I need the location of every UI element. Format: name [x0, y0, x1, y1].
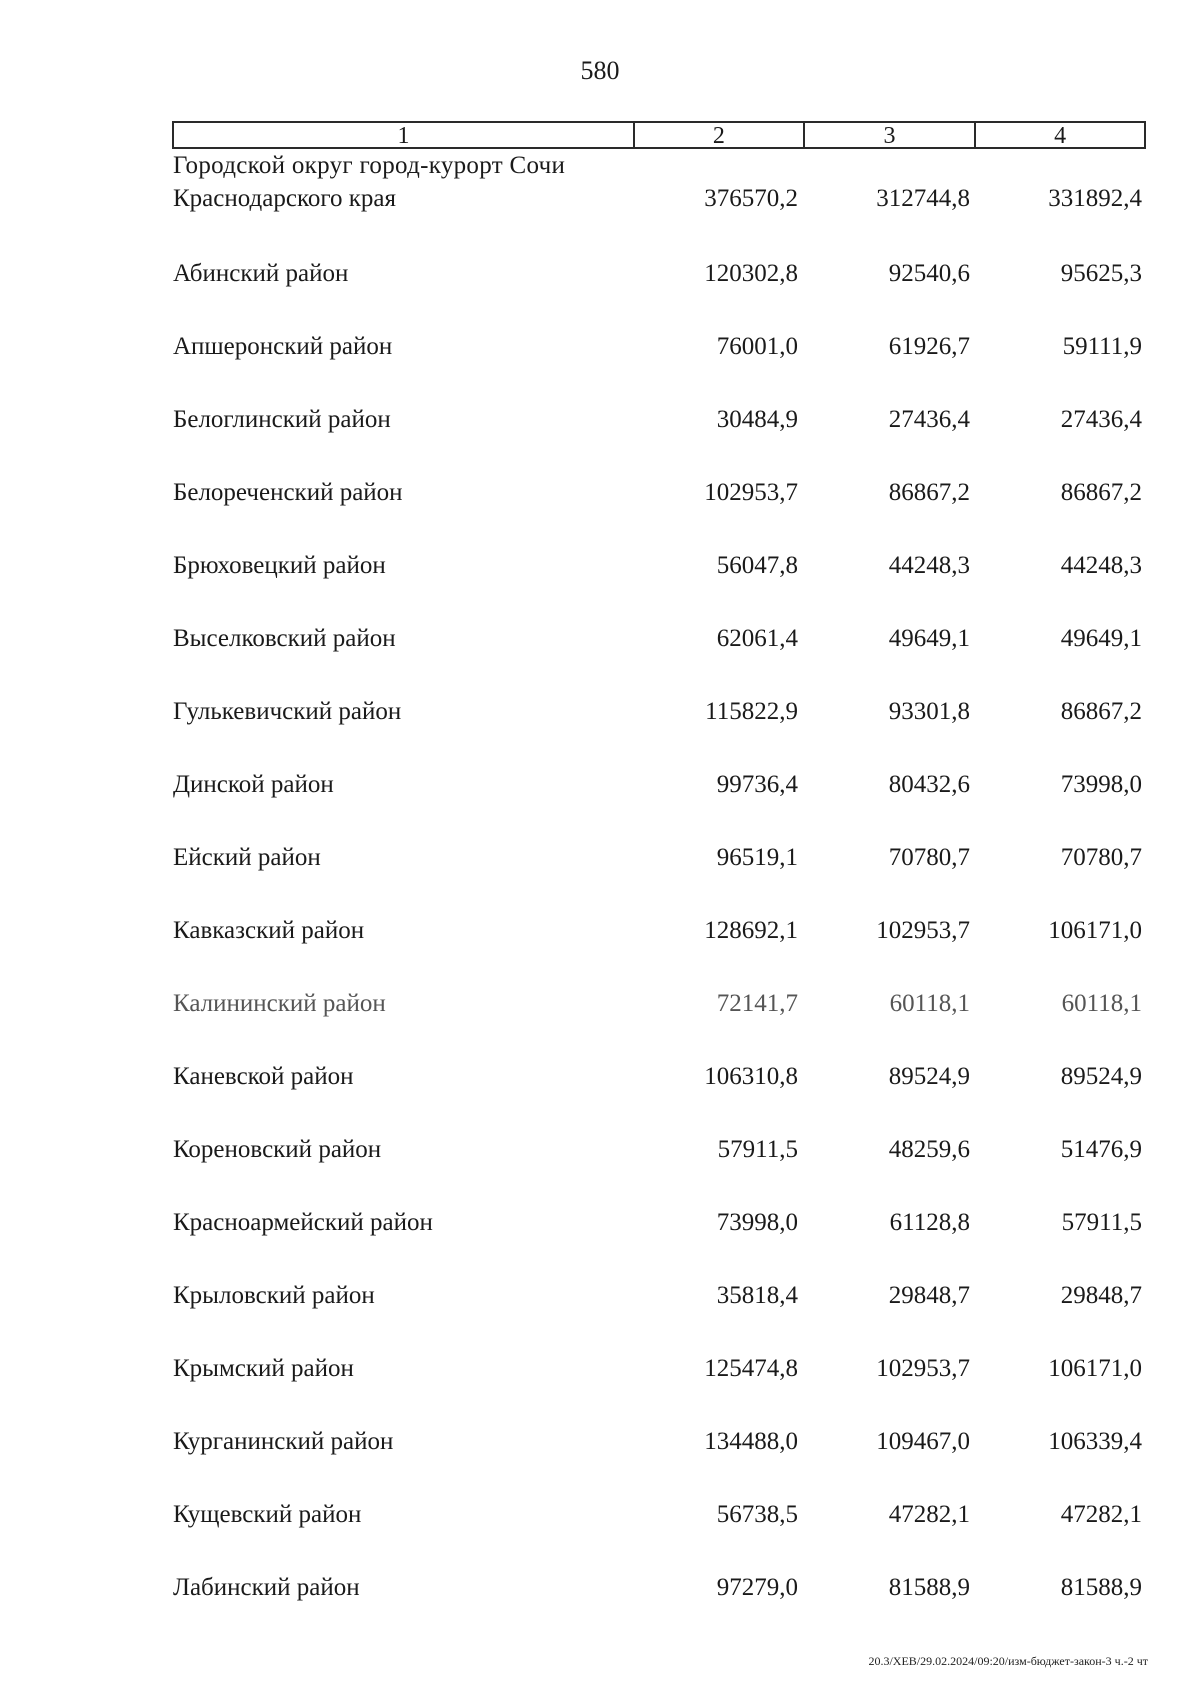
header-col-4: 4	[974, 123, 1144, 147]
row-value-col4: 44248,3	[1060, 552, 1142, 579]
row-name: Абинский район	[173, 260, 349, 287]
row-value-col2: 125474,8	[704, 1355, 798, 1382]
table-row	[172, 768, 1146, 804]
row-value-col2: 96519,1	[716, 844, 798, 871]
row-value-col3: 70780,7	[888, 844, 970, 871]
row-value-col2: 73998,0	[716, 1209, 798, 1236]
row-name: Краснодарского края	[173, 185, 396, 212]
table-row	[172, 987, 1146, 1023]
row-name: Калининский район	[173, 990, 386, 1017]
row-name: Гулькевичский район	[173, 698, 402, 725]
row-name: Крымский район	[173, 1355, 354, 1382]
table-row	[172, 1352, 1146, 1388]
row-value-col3: 80432,6	[888, 771, 970, 798]
row-value-col4: 57911,5	[1061, 1209, 1142, 1236]
row-name: Белореченский район	[173, 479, 403, 506]
table-row	[172, 1425, 1146, 1461]
page-number: 580	[580, 56, 620, 85]
row-name: Каневской район	[173, 1063, 354, 1090]
row-value-col4: 106171,0	[1048, 917, 1142, 944]
row-value-col2: 115822,9	[705, 698, 798, 725]
row-name-line1: Городской округ город-курорт Сочи	[173, 152, 566, 179]
row-value-col2: 97279,0	[716, 1574, 798, 1601]
row-value-col3: 89524,9	[888, 1063, 970, 1090]
row-value-col4: 27436,4	[1060, 406, 1142, 433]
table-row	[172, 622, 1146, 658]
row-value-col3: 81588,9	[888, 1574, 970, 1601]
row-value-col4: 47282,1	[1060, 1501, 1142, 1528]
row-value-col4: 29848,7	[1060, 1282, 1142, 1309]
row-name: Выселковский район	[173, 625, 396, 652]
row-value-col4: 95625,3	[1060, 260, 1142, 287]
row-value-col3: 29848,7	[888, 1282, 970, 1309]
row-value-col2: 72141,7	[716, 990, 798, 1017]
row-value-col3: 61128,8	[889, 1209, 970, 1236]
row-value-col3: 102953,7	[876, 917, 970, 944]
row-name: Кущевский район	[173, 1501, 362, 1528]
table-row	[172, 695, 1146, 731]
table-row	[172, 257, 1146, 293]
row-name: Белоглинский район	[173, 406, 391, 433]
row-name: Красноармейский район	[173, 1209, 433, 1236]
table-row	[172, 914, 1146, 950]
budget-table	[172, 121, 1146, 1601]
row-name: Крыловский район	[173, 1282, 375, 1309]
row-value-col2: 120302,8	[704, 260, 798, 287]
row-value-col2: 56738,5	[716, 1501, 798, 1528]
row-value-col2: 376570,2	[704, 185, 798, 212]
header-col-3: 3	[803, 123, 975, 147]
row-value-col2: 56047,8	[716, 552, 798, 579]
table-row	[172, 1060, 1146, 1096]
row-name: Динской район	[173, 771, 334, 798]
table-row	[172, 1206, 1146, 1242]
table-row	[172, 549, 1146, 585]
header-col-1: 1	[397, 123, 410, 149]
row-value-col3: 48259,6	[888, 1136, 970, 1163]
row-value-col3: 93301,8	[888, 698, 970, 725]
table-row	[172, 182, 1146, 218]
row-value-col2: 76001,0	[716, 333, 798, 360]
row-value-col4: 106171,0	[1048, 1355, 1142, 1382]
row-value-col2: 30484,9	[716, 406, 798, 433]
row-value-col4: 60118,1	[1061, 990, 1142, 1017]
footer-document-code: 20.3/ХЕВ/29.02.2024/09:20/изм-бюджет-закон-3 ч.-2 чт	[868, 1654, 1148, 1668]
row-value-col2: 106310,8	[704, 1063, 798, 1090]
row-value-col4: 59111,9	[1062, 333, 1142, 360]
table-row	[172, 1498, 1146, 1534]
row-value-col2: 134488,0	[704, 1428, 798, 1455]
row-value-col4: 49649,1	[1060, 625, 1142, 652]
row-name: Апшеронский район	[173, 333, 393, 360]
table-row	[172, 841, 1146, 877]
row-value-col2: 35818,4	[716, 1282, 798, 1309]
row-value-col2: 102953,7	[704, 479, 798, 506]
row-value-col3: 102953,7	[876, 1355, 970, 1382]
row-value-col2: 57911,5	[717, 1136, 798, 1163]
row-name: Курганинский район	[173, 1428, 394, 1455]
row-value-col3: 109467,0	[876, 1428, 970, 1455]
row-value-col4: 51476,9	[1060, 1136, 1142, 1163]
row-value-col4: 81588,9	[1060, 1574, 1142, 1601]
row-value-col3: 92540,6	[888, 260, 970, 287]
row-value-col2: 99736,4	[716, 771, 798, 798]
row-value-col3: 86867,2	[888, 479, 970, 506]
row-value-col3: 60118,1	[889, 990, 970, 1017]
table-row	[172, 330, 1146, 366]
row-value-col3: 44248,3	[888, 552, 970, 579]
row-name: Кореновский район	[173, 1136, 382, 1163]
row-name: Брюховецкий район	[173, 552, 386, 579]
row-value-col4: 86867,2	[1060, 479, 1142, 506]
row-value-col3: 27436,4	[888, 406, 970, 433]
header-col-2: 2	[633, 123, 803, 147]
table-row	[172, 1279, 1146, 1315]
row-name: Ейский район	[173, 844, 321, 871]
row-value-col4: 86867,2	[1060, 698, 1142, 725]
row-value-col2: 62061,4	[716, 625, 798, 652]
table-row	[172, 476, 1146, 512]
row-value-col3: 312744,8	[876, 185, 970, 212]
row-value-col4: 331892,4	[1048, 185, 1142, 212]
row-value-col2: 128692,1	[704, 917, 798, 944]
row-value-col3: 47282,1	[888, 1501, 970, 1528]
table-row	[172, 1133, 1146, 1169]
row-value-col3: 49649,1	[888, 625, 970, 652]
row-value-col3: 61926,7	[888, 333, 970, 360]
row-value-col4: 106339,4	[1048, 1428, 1142, 1455]
table-row	[172, 1571, 1146, 1607]
row-value-col4: 70780,7	[1060, 844, 1142, 871]
row-value-col4: 89524,9	[1060, 1063, 1142, 1090]
row-name: Кавказский район	[173, 917, 365, 944]
row-value-col4: 73998,0	[1060, 771, 1142, 798]
table-header-row	[172, 121, 1146, 149]
table-row	[172, 403, 1146, 439]
row-name: Лабинский район	[173, 1574, 360, 1601]
